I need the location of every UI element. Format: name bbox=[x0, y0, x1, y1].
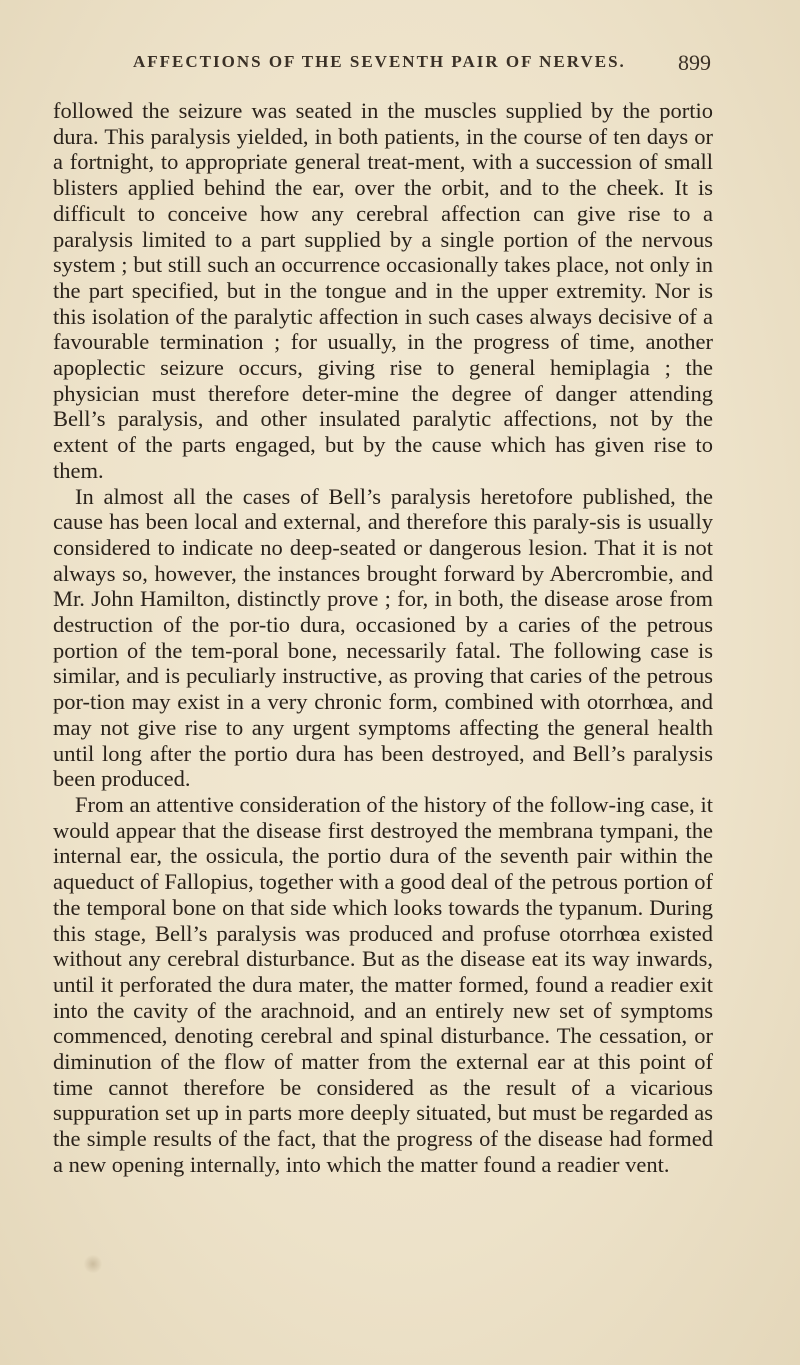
paragraph-2: In almost all the cases of Bell’s paralysis heretofore published, the cause has been local and external, and therefore this paraly-sis is usually considered to indicate no deep-seated or dangerous lesion. That it is not always so, however, the instances brought forward by Abercrombie, and Mr. John Hamilton, distinctly prove ; for, in both, the disease arose from destruction of the por-tio dura, occasioned by a caries of the petrous portion of the tem-poral bone, necessarily fatal. The following case is similar, and is peculiarly instructive, as proving that caries of the petrous por-tion may exist in a very chronic form, combined with otorrhœa, and may not give rise to any urgent symptoms affecting the general health until long after the portio dura has been destroyed, and Bell’s paralysis been produced. bbox=[53, 483, 713, 792]
running-head bbox=[133, 50, 711, 80]
page-number: 899 bbox=[678, 50, 711, 75]
ink-smudge bbox=[84, 1254, 102, 1274]
body-text bbox=[53, 98, 713, 1178]
running-title: AFFECTIONS OF THE SEVENTH PAIR OF NERVES. bbox=[133, 52, 626, 71]
paragraph-3: From an attentive consideration of the history of the follow-ing case, it would appear that the disease first destroyed the membrana tympani, the internal ear, the ossicula, the portio dura of the seventh pair within the aqueduct of Fallopius, together with a good deal of the petrous portion of the temporal bone on that side which looks towards the typanum. During this stage, Bell’s paralysis was produced and profuse otorrhœa existed without any cerebral disturbance. But as the disease eat its way inwards, until it perforated the dura mater, the matter formed, found a readier exit into the cavity of the arachnoid, and an entirely new set of symptoms commenced, denoting cerebral and spinal disturbance. The cessation, or diminution of the flow of matter from the external ear at this point of time cannot therefore be considered as the result of a vicarious suppuration set up in parts more deeply situated, but must be regarded as the simple results of the fact, that the progress of the disease had formed a new opening internally, into which the matter found a readier vent. bbox=[53, 791, 713, 1177]
paragraph-1: followed the seizure was seated in the muscles supplied by the portio dura. This paralysis yielded, in both patients, in the course of ten days or a fortnight, to appropriate general treat-ment, with a succession of small blisters applied behind the ear, over the orbit, and to the cheek. It is difficult to conceive how any cerebral affection can give rise to a paralysis limited to a part supplied by a single portion of the nervous system ; but still such an occurrence occasionally takes place, not only in the part specified, but in the tongue and in the upper extremity. Nor is this isolation of the paralytic affection in such cases always decisive of a favourable termination ; for usually, in the progress of time, another apoplectic seizure occurs, giving rise to general hemiplagia ; the physician must therefore deter-mine the degree of danger attending Bell’s paralysis, and other insulated paralytic affections, not by the extent of the parts engaged, but by the cause which has given rise to them. bbox=[53, 98, 713, 483]
